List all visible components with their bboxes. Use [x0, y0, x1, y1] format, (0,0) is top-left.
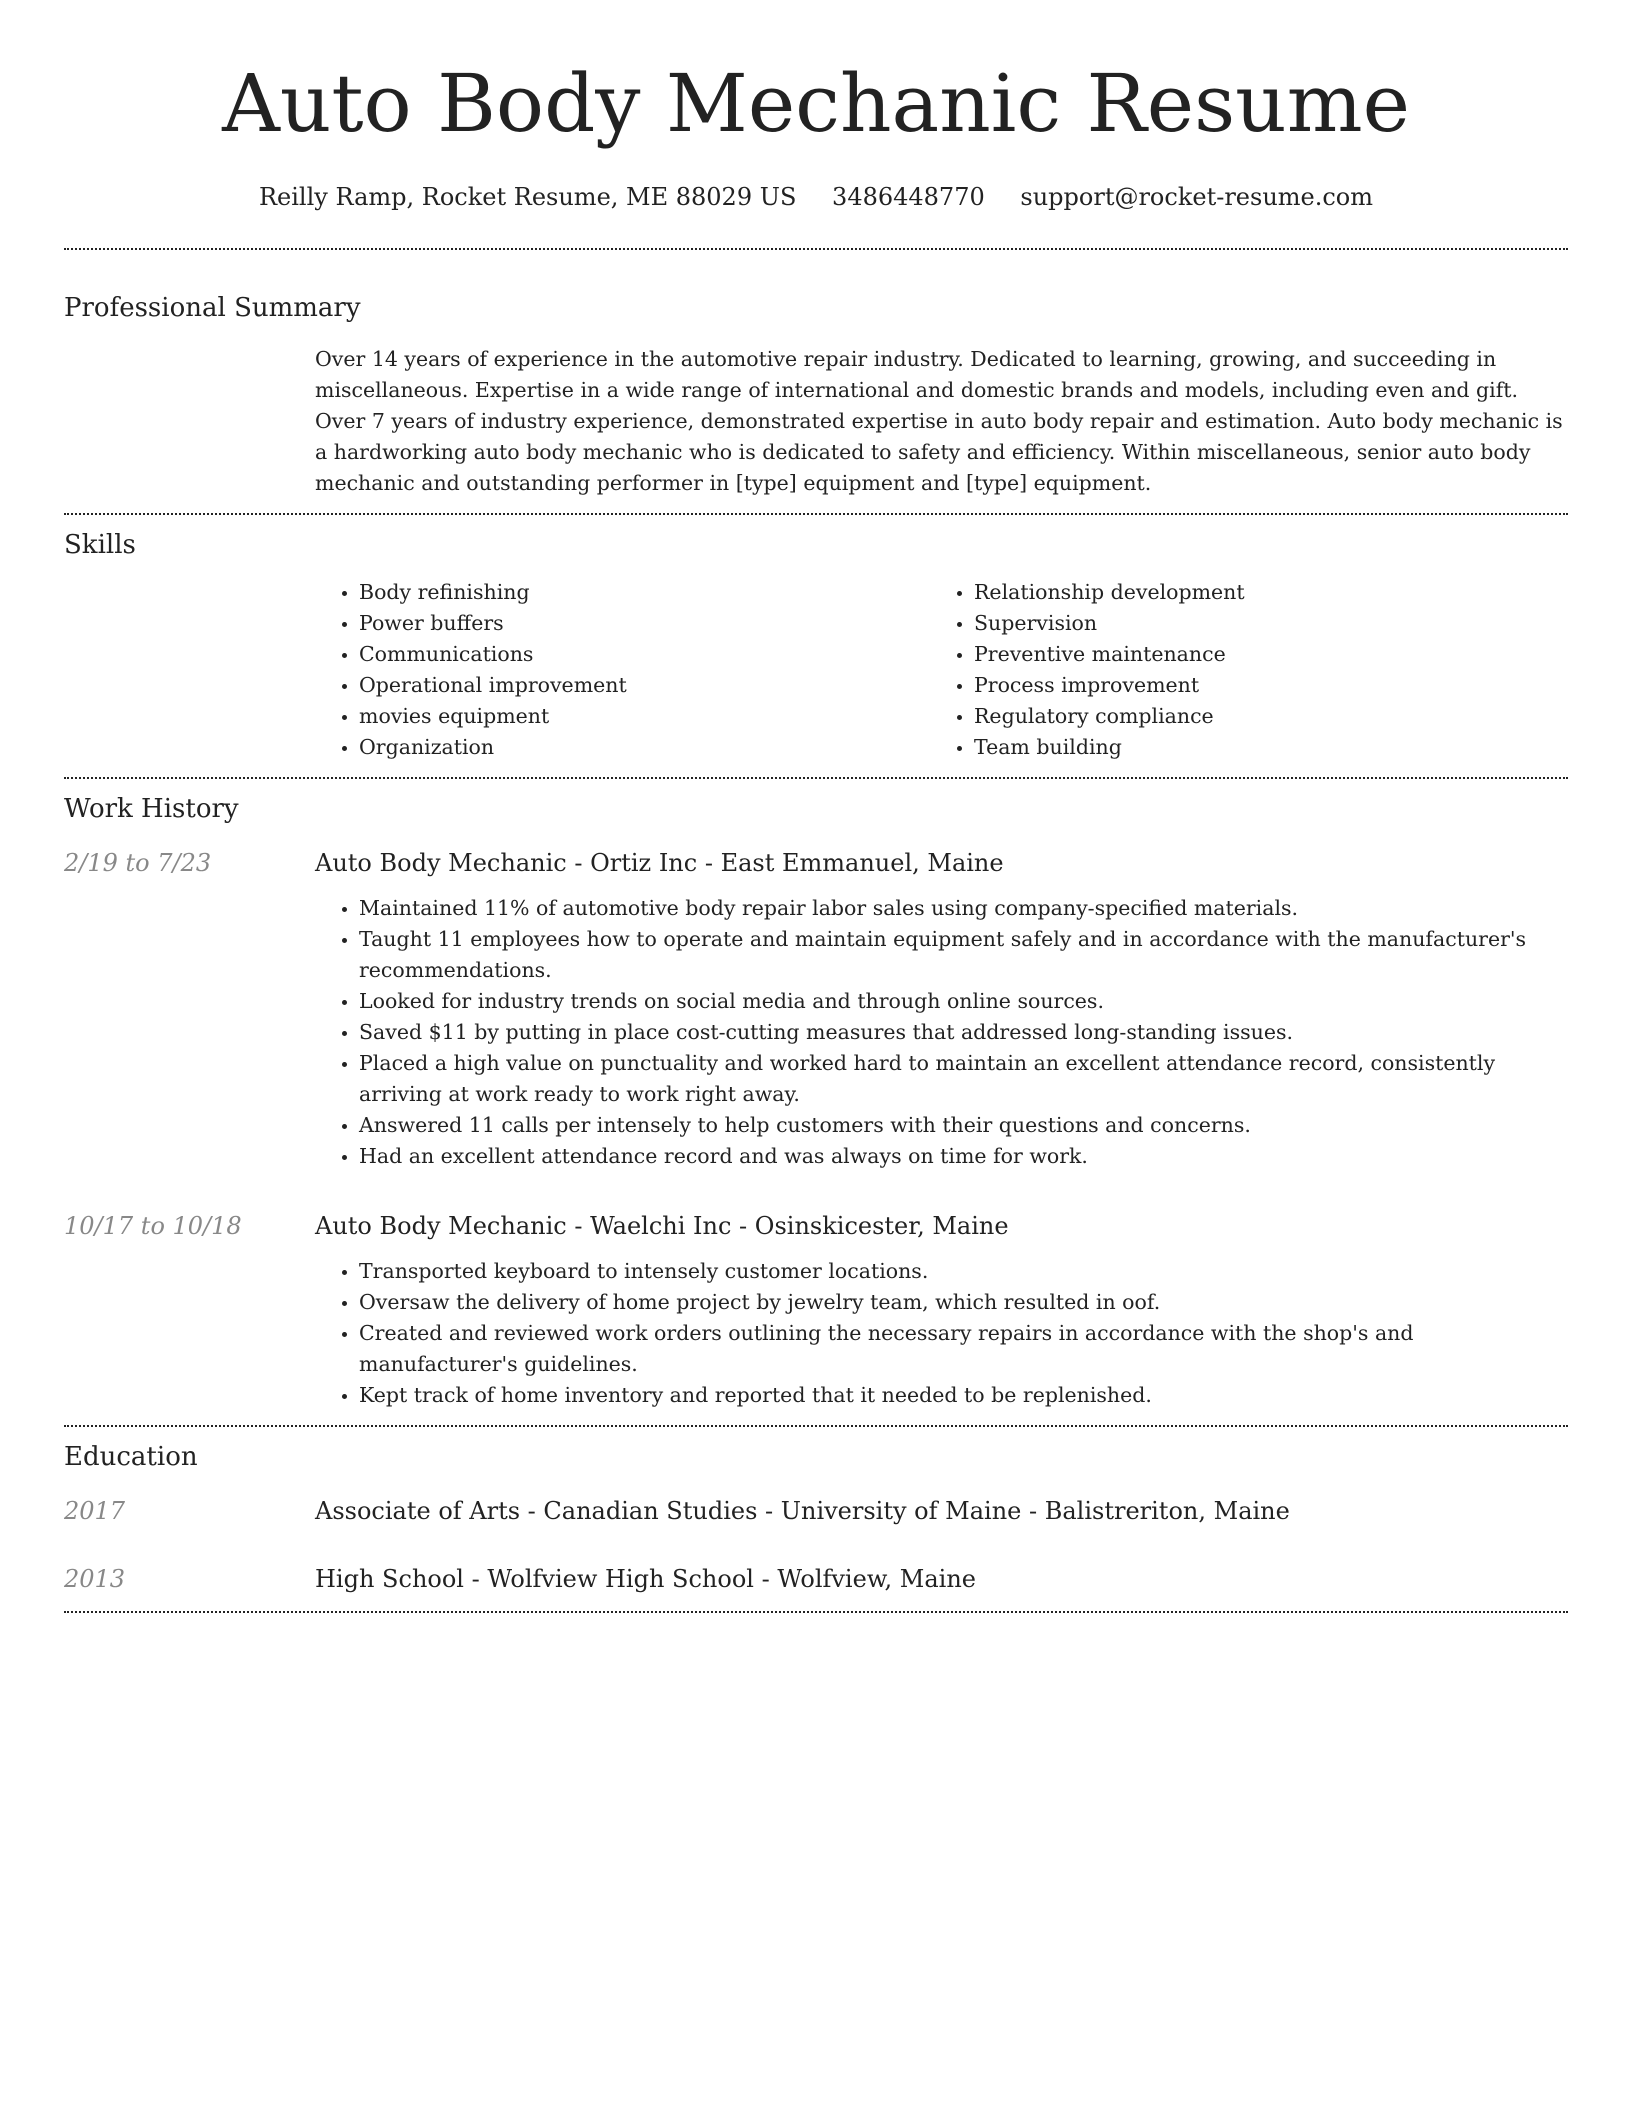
education-degree: Associate of Arts - Canadian Studies — [315, 1497, 758, 1525]
job-bullet: • Created and reviewed work orders outlining the necessary repairs in accordance with the shop's and manufacturer's guidelines. — [359, 1318, 1568, 1380]
summary-text: Over 14 years of experience in the automotive repair industry. Dedicated to learning, growing, and succeeding in miscellaneous. Expertise in a wide range of international and domestic brands and models, including even and gift. Over 7 years of industry experience, demonstrated expertise in auto body repair and estimation. Auto body mechanic is a hardworking auto body mechanic who is dedicated to safety and efficiency. Within miscellaneous, senior auto body mechanic and outstanding performer in [type] equipment and [type] equipment. — [315, 347, 1563, 495]
skill-item: • Preventive maintenance — [974, 639, 1545, 670]
education-year: 2017 — [64, 1497, 126, 1525]
education-details — [315, 1561, 976, 1597]
job-bullet: • Oversaw the delivery of home project by jewelry team, which resulted in oof. — [359, 1287, 1568, 1318]
job-bullet-list — [315, 893, 1568, 1172]
skill-item: • Communications — [359, 639, 930, 670]
section-divider — [64, 1611, 1568, 1613]
job-date: 2/19 to 7/23 — [64, 849, 212, 877]
job-bullet: • Placed a high value on punctuality and worked hard to maintain an excellent attendance record, consistently arriving at work ready to work right away. — [359, 1048, 1568, 1110]
job-bullet: • Transported keyboard to intensely customer locations. — [359, 1256, 1568, 1287]
job-title: Auto Body Mechanic - Waelchi Inc - Osinskicester, Maine — [315, 1212, 1009, 1240]
section-heading-summary: Professional Summary — [64, 293, 361, 323]
skills-grid — [315, 577, 1568, 763]
skills-list-right — [930, 577, 1545, 763]
contact-address: Reilly Ramp, Rocket Resume, ME 88029 US — [258, 183, 797, 211]
section-divider — [64, 513, 1568, 515]
job-bullet: • Answered 11 calls per intensely to help customers with their questions and concerns. — [359, 1110, 1568, 1141]
skill-item: • Power buffers — [359, 608, 930, 639]
job-entry — [64, 1208, 1568, 1425]
skill-item: • Relationship development — [974, 577, 1545, 608]
section-divider — [64, 777, 1568, 779]
skill-item: • Team building — [974, 732, 1545, 763]
section-divider — [64, 1425, 1568, 1427]
education-details — [315, 1493, 1290, 1529]
skill-item: • Regulatory compliance — [974, 701, 1545, 732]
contact-email: support@rocket-resume.com — [1020, 183, 1374, 211]
section-heading-education: Education — [64, 1442, 198, 1472]
job-date: 10/17 to 10/18 — [64, 1212, 242, 1240]
education-section — [64, 1439, 1568, 1597]
skill-item: • movies equipment — [359, 701, 930, 732]
job-details — [315, 1208, 1568, 1425]
professional-summary-section — [64, 290, 1568, 499]
job-title: Auto Body Mechanic - Ortiz Inc - East Emmanuel, Maine — [315, 849, 1004, 877]
skills-list-left — [315, 577, 930, 763]
job-bullet: • Maintained 11% of automotive body repair labor sales using company-specified materials. — [359, 893, 1568, 924]
contact-info — [64, 180, 1568, 214]
education-school: - Wolfview High School - Wolfview, Maine — [463, 1565, 976, 1593]
section-divider — [64, 248, 1568, 250]
education-school: - University of Maine - Balistreriton, Maine — [757, 1497, 1290, 1525]
education-entry — [64, 1561, 1568, 1597]
job-bullet: • Taught 11 employees how to operate and maintain equipment safely and in accordance with the manufacturer's recommendations. — [359, 924, 1568, 986]
skill-item: • Body refinishing — [359, 577, 930, 608]
section-heading-work: Work History — [64, 794, 239, 824]
skills-section — [64, 527, 1568, 763]
job-bullet: • Saved $11 by putting in place cost-cutting measures that addressed long-standing issues. — [359, 1017, 1568, 1048]
section-heading-skills: Skills — [64, 530, 136, 560]
skill-item: • Organization — [359, 732, 930, 763]
education-year: 2013 — [64, 1565, 126, 1593]
skill-item: • Supervision — [974, 608, 1545, 639]
job-bullet: • Looked for industry trends on social media and through online sources. — [359, 986, 1568, 1017]
job-entry — [64, 845, 1568, 1172]
job-bullet-list — [315, 1256, 1568, 1411]
resume-page — [64, 0, 1568, 1613]
education-degree: High School — [315, 1565, 464, 1593]
job-bullet: • Kept track of home inventory and reported that it needed to be replenished. — [359, 1380, 1568, 1411]
job-details — [315, 845, 1568, 1172]
job-bullet: • Had an excellent attendance record and was always on time for work. — [359, 1141, 1568, 1172]
work-history-section — [64, 791, 1568, 1425]
contact-phone: 3486448770 — [832, 183, 985, 211]
skill-item: • Process improvement — [974, 670, 1545, 701]
skill-item: • Operational improvement — [359, 670, 930, 701]
education-entry — [64, 1493, 1568, 1529]
resume-title: Auto Body Mechanic Resume — [222, 57, 1410, 150]
